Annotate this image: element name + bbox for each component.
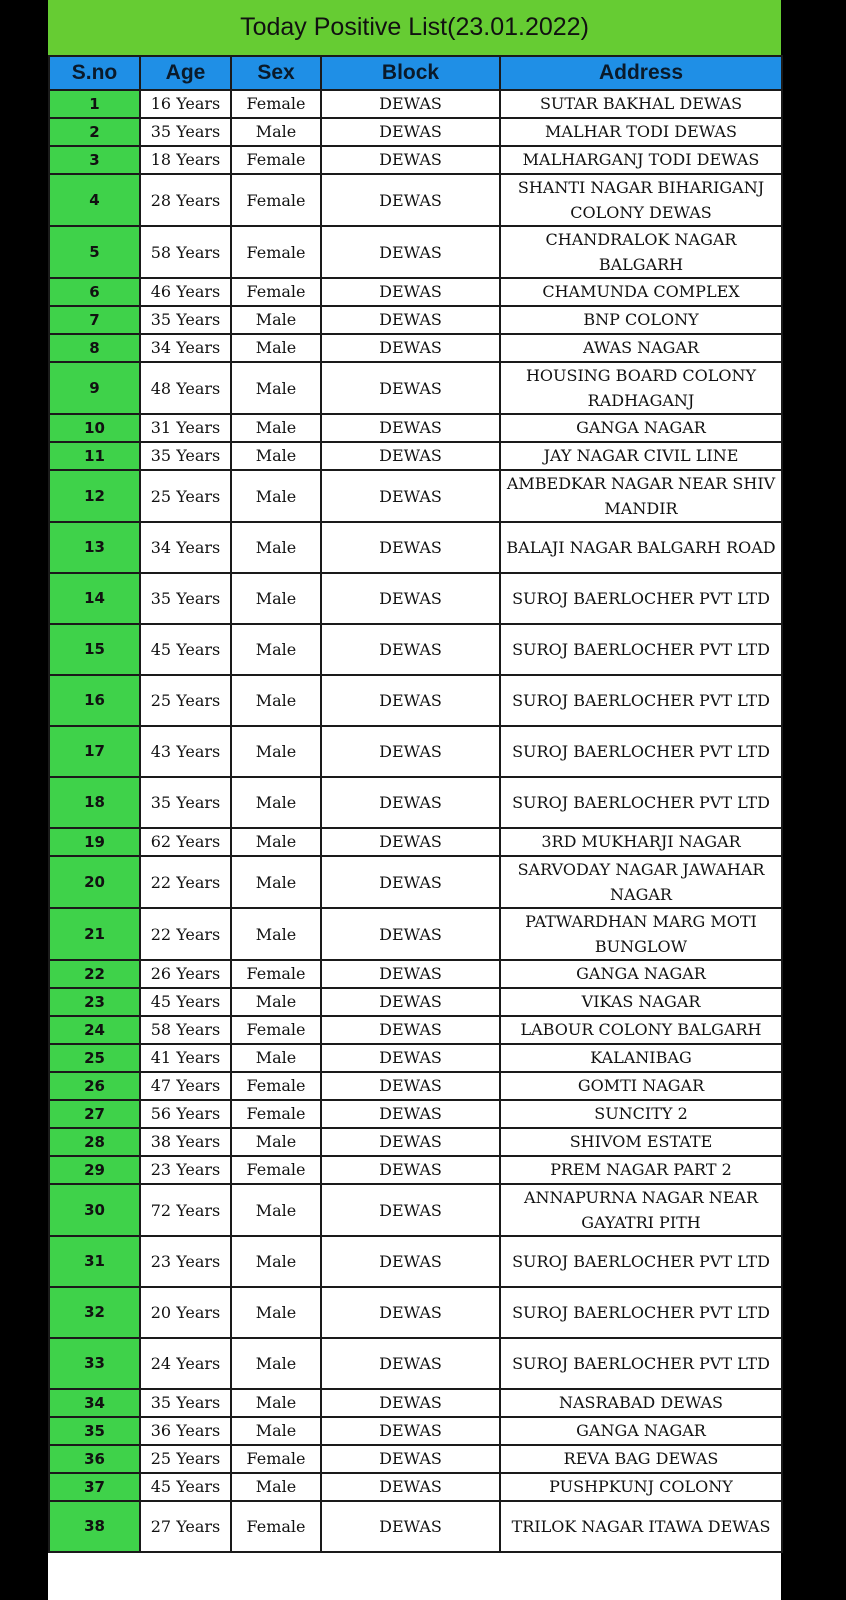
cell-address: SHIVOM ESTATE: [500, 1128, 782, 1156]
cell-sno: 14: [49, 573, 140, 624]
cell-sno: 10: [49, 414, 140, 442]
cell-block: DEWAS: [321, 146, 500, 174]
table-row: [49, 90, 782, 118]
cell-address: CHAMUNDA COMPLEX: [500, 278, 782, 306]
table-row: [49, 1016, 782, 1044]
cell-age: 16 Years: [140, 90, 231, 118]
table-row: [49, 726, 782, 777]
cell-age: 46 Years: [140, 278, 231, 306]
table-row: [49, 1473, 782, 1501]
cell-sno: 22: [49, 960, 140, 988]
table-row: [49, 1044, 782, 1072]
cell-address: SHANTI NAGAR BIHARIGANJ COLONY DEWAS: [500, 174, 782, 226]
cell-block: DEWAS: [321, 828, 500, 856]
cell-age: 48 Years: [140, 362, 231, 414]
cell-block: DEWAS: [321, 624, 500, 675]
cell-sno: 36: [49, 1445, 140, 1473]
cell-address: CHANDRALOK NAGAR BALGARH: [500, 226, 782, 278]
cell-age: 58 Years: [140, 226, 231, 278]
cell-block: DEWAS: [321, 1287, 500, 1338]
cell-sex: Male: [231, 1389, 321, 1417]
cell-sex: Male: [231, 118, 321, 146]
cell-age: 45 Years: [140, 988, 231, 1016]
cell-sno: 17: [49, 726, 140, 777]
cell-age: 35 Years: [140, 573, 231, 624]
cell-age: 72 Years: [140, 1184, 231, 1236]
cell-age: 25 Years: [140, 470, 231, 522]
cell-address: SUROJ BAERLOCHER PVT LTD: [500, 675, 782, 726]
cell-address: SUROJ BAERLOCHER PVT LTD: [500, 1338, 782, 1389]
cell-address: SUNCITY 2: [500, 1100, 782, 1128]
cell-sno: 24: [49, 1016, 140, 1044]
cell-block: DEWAS: [321, 675, 500, 726]
cell-age: 56 Years: [140, 1100, 231, 1128]
cell-sno: 18: [49, 777, 140, 828]
cell-sno: 4: [49, 174, 140, 226]
cell-age: 34 Years: [140, 334, 231, 362]
cell-address: PREM NAGAR PART 2: [500, 1156, 782, 1184]
cell-age: 41 Years: [140, 1044, 231, 1072]
table-row: [49, 675, 782, 726]
cell-sno: 1: [49, 90, 140, 118]
cell-age: 31 Years: [140, 414, 231, 442]
cell-address: GANGA NAGAR: [500, 414, 782, 442]
cell-sex: Male: [231, 1044, 321, 1072]
cell-sex: Male: [231, 1338, 321, 1389]
cell-sno: 29: [49, 1156, 140, 1184]
cell-sno: 21: [49, 908, 140, 960]
cell-sex: Male: [231, 306, 321, 334]
table-row: [49, 828, 782, 856]
table-row: [49, 1389, 782, 1417]
table-row: [49, 1338, 782, 1389]
cell-sex: Male: [231, 470, 321, 522]
cell-sno: 33: [49, 1338, 140, 1389]
cell-block: DEWAS: [321, 174, 500, 226]
cell-sno: 37: [49, 1473, 140, 1501]
cell-sex: Male: [231, 856, 321, 908]
cell-block: DEWAS: [321, 278, 500, 306]
cell-block: DEWAS: [321, 1501, 500, 1552]
table-row: [49, 960, 782, 988]
cell-address: MALHARGANJ TODI DEWAS: [500, 146, 782, 174]
cell-address: NASRABAD DEWAS: [500, 1389, 782, 1417]
cell-sno: 6: [49, 278, 140, 306]
cell-age: 34 Years: [140, 522, 231, 573]
cell-sex: Female: [231, 278, 321, 306]
table-row: [49, 1100, 782, 1128]
table-row: [49, 362, 782, 414]
cell-address: PUSHPKUNJ COLONY: [500, 1473, 782, 1501]
cell-sex: Male: [231, 1236, 321, 1287]
cell-sex: Female: [231, 146, 321, 174]
cell-sex: Male: [231, 442, 321, 470]
table-row: [49, 118, 782, 146]
table-row: [49, 624, 782, 675]
table-row: [49, 334, 782, 362]
table-row: [49, 414, 782, 442]
table-row: [49, 1287, 782, 1338]
cell-block: DEWAS: [321, 1473, 500, 1501]
cell-block: DEWAS: [321, 1236, 500, 1287]
cell-address: SUROJ BAERLOCHER PVT LTD: [500, 624, 782, 675]
cell-sno: 32: [49, 1287, 140, 1338]
cell-sex: Male: [231, 624, 321, 675]
cell-block: DEWAS: [321, 226, 500, 278]
cell-sex: Male: [231, 777, 321, 828]
cell-block: DEWAS: [321, 908, 500, 960]
table-row: [49, 522, 782, 573]
cell-sno: 30: [49, 1184, 140, 1236]
cell-address: GANGA NAGAR: [500, 960, 782, 988]
cell-block: DEWAS: [321, 988, 500, 1016]
cell-sno: 28: [49, 1128, 140, 1156]
cell-sno: 5: [49, 226, 140, 278]
cell-age: 22 Years: [140, 856, 231, 908]
table-row: [49, 306, 782, 334]
positive-list-sheet: [48, 0, 781, 1600]
cell-block: DEWAS: [321, 90, 500, 118]
cell-address: SUTAR BAKHAL DEWAS: [500, 90, 782, 118]
cell-sno: 12: [49, 470, 140, 522]
cell-address: LABOUR COLONY BALGARH: [500, 1016, 782, 1044]
table-row: [49, 988, 782, 1016]
cell-age: 27 Years: [140, 1501, 231, 1552]
cell-sno: 25: [49, 1044, 140, 1072]
cell-sex: Male: [231, 362, 321, 414]
cell-age: 18 Years: [140, 146, 231, 174]
table-row: [49, 573, 782, 624]
cell-block: DEWAS: [321, 1016, 500, 1044]
cell-sex: Male: [231, 334, 321, 362]
cell-sex: Male: [231, 414, 321, 442]
cell-address: MALHAR TODI DEWAS: [500, 118, 782, 146]
cell-address: BNP COLONY: [500, 306, 782, 334]
cell-block: DEWAS: [321, 856, 500, 908]
cell-sex: Male: [231, 988, 321, 1016]
cell-age: 28 Years: [140, 174, 231, 226]
cell-sno: 2: [49, 118, 140, 146]
cell-address: VIKAS NAGAR: [500, 988, 782, 1016]
cell-sno: 9: [49, 362, 140, 414]
cell-sno: 34: [49, 1389, 140, 1417]
cell-address: SUROJ BAERLOCHER PVT LTD: [500, 573, 782, 624]
cell-sex: Male: [231, 675, 321, 726]
cell-age: 45 Years: [140, 624, 231, 675]
cell-address: GANGA NAGAR: [500, 1417, 782, 1445]
cell-sno: 35: [49, 1417, 140, 1445]
table-row: [49, 1417, 782, 1445]
cell-age: 25 Years: [140, 1445, 231, 1473]
cell-address: SUROJ BAERLOCHER PVT LTD: [500, 777, 782, 828]
cell-sno: 26: [49, 1072, 140, 1100]
cell-block: DEWAS: [321, 1338, 500, 1389]
cell-sex: Female: [231, 226, 321, 278]
header-row: [49, 56, 782, 90]
cell-age: 35 Years: [140, 306, 231, 334]
cell-block: DEWAS: [321, 1389, 500, 1417]
cell-age: 35 Years: [140, 442, 231, 470]
cell-address: AMBEDKAR NAGAR NEAR SHIV MANDIR: [500, 470, 782, 522]
table-row: [49, 1445, 782, 1473]
cell-age: 35 Years: [140, 118, 231, 146]
cell-sex: Male: [231, 828, 321, 856]
cell-block: DEWAS: [321, 1072, 500, 1100]
cell-block: DEWAS: [321, 470, 500, 522]
cell-block: DEWAS: [321, 1044, 500, 1072]
cell-address: KALANIBAG: [500, 1044, 782, 1072]
cell-block: DEWAS: [321, 1445, 500, 1473]
cell-block: DEWAS: [321, 306, 500, 334]
cell-sno: 11: [49, 442, 140, 470]
cell-block: DEWAS: [321, 1184, 500, 1236]
table-row: [49, 1156, 782, 1184]
cell-sex: Male: [231, 908, 321, 960]
cell-address: HOUSING BOARD COLONY RADHAGANJ: [500, 362, 782, 414]
cell-age: 24 Years: [140, 1338, 231, 1389]
header-address: Address: [500, 56, 782, 90]
cell-age: 23 Years: [140, 1156, 231, 1184]
cell-block: DEWAS: [321, 1156, 500, 1184]
cell-age: 25 Years: [140, 675, 231, 726]
cell-sno: 31: [49, 1236, 140, 1287]
cell-sex: Female: [231, 1156, 321, 1184]
table-row: [49, 908, 782, 960]
table-row: [49, 470, 782, 522]
cell-sex: Female: [231, 90, 321, 118]
cell-age: 22 Years: [140, 908, 231, 960]
cell-sno: 8: [49, 334, 140, 362]
cell-sex: Male: [231, 522, 321, 573]
table-row: [49, 1184, 782, 1236]
cell-sex: Female: [231, 1445, 321, 1473]
cell-sex: Female: [231, 174, 321, 226]
cell-sex: Female: [231, 1100, 321, 1128]
cell-block: DEWAS: [321, 777, 500, 828]
positive-list-table: [48, 55, 783, 1553]
cell-sno: 13: [49, 522, 140, 573]
cell-age: 47 Years: [140, 1072, 231, 1100]
cell-sno: 20: [49, 856, 140, 908]
table-row: [49, 442, 782, 470]
cell-sno: 38: [49, 1501, 140, 1552]
cell-address: BALAJI NAGAR BALGARH ROAD: [500, 522, 782, 573]
table-row: [49, 777, 782, 828]
table-row: [49, 1501, 782, 1552]
cell-age: 38 Years: [140, 1128, 231, 1156]
cell-block: DEWAS: [321, 960, 500, 988]
cell-address: SUROJ BAERLOCHER PVT LTD: [500, 726, 782, 777]
table-row: [49, 278, 782, 306]
cell-age: 35 Years: [140, 777, 231, 828]
table-row: [49, 174, 782, 226]
cell-sex: Male: [231, 726, 321, 777]
cell-address: AWAS NAGAR: [500, 334, 782, 362]
cell-age: 62 Years: [140, 828, 231, 856]
cell-block: DEWAS: [321, 414, 500, 442]
list-title: Today Positive List(23.01.2022): [48, 0, 781, 55]
cell-block: DEWAS: [321, 573, 500, 624]
cell-sno: 27: [49, 1100, 140, 1128]
cell-sno: 19: [49, 828, 140, 856]
cell-sex: Male: [231, 1128, 321, 1156]
cell-sno: 3: [49, 146, 140, 174]
cell-address: 3RD MUKHARJI NAGAR: [500, 828, 782, 856]
cell-address: JAY NAGAR CIVIL LINE: [500, 442, 782, 470]
cell-sex: Male: [231, 1184, 321, 1236]
cell-age: 58 Years: [140, 1016, 231, 1044]
cell-sex: Female: [231, 960, 321, 988]
cell-address: REVA BAG DEWAS: [500, 1445, 782, 1473]
cell-block: DEWAS: [321, 1128, 500, 1156]
cell-block: DEWAS: [321, 442, 500, 470]
header-sex: Sex: [231, 56, 321, 90]
cell-sex: Male: [231, 1287, 321, 1338]
table-row: [49, 1236, 782, 1287]
cell-block: DEWAS: [321, 118, 500, 146]
header-block: Block: [321, 56, 500, 90]
table-row: [49, 1128, 782, 1156]
cell-sno: 7: [49, 306, 140, 334]
cell-sno: 16: [49, 675, 140, 726]
cell-address: TRILOK NAGAR ITAWA DEWAS: [500, 1501, 782, 1552]
cell-age: 26 Years: [140, 960, 231, 988]
cell-block: DEWAS: [321, 362, 500, 414]
table-row: [49, 226, 782, 278]
cell-age: 43 Years: [140, 726, 231, 777]
table-row: [49, 856, 782, 908]
cell-age: 20 Years: [140, 1287, 231, 1338]
cell-sex: Female: [231, 1501, 321, 1552]
table-row: [49, 1072, 782, 1100]
cell-age: 36 Years: [140, 1417, 231, 1445]
cell-sex: Male: [231, 1473, 321, 1501]
cell-block: DEWAS: [321, 726, 500, 777]
cell-age: 23 Years: [140, 1236, 231, 1287]
cell-address: SUROJ BAERLOCHER PVT LTD: [500, 1236, 782, 1287]
cell-sex: Male: [231, 573, 321, 624]
cell-age: 45 Years: [140, 1473, 231, 1501]
cell-address: SARVODAY NAGAR JAWAHAR NAGAR: [500, 856, 782, 908]
cell-address: PATWARDHAN MARG MOTI BUNGLOW: [500, 908, 782, 960]
cell-block: DEWAS: [321, 334, 500, 362]
header-sno: S.no: [49, 56, 140, 90]
cell-block: DEWAS: [321, 1417, 500, 1445]
cell-sex: Female: [231, 1072, 321, 1100]
cell-sex: Male: [231, 1417, 321, 1445]
cell-block: DEWAS: [321, 1100, 500, 1128]
cell-sex: Female: [231, 1016, 321, 1044]
cell-address: SUROJ BAERLOCHER PVT LTD: [500, 1287, 782, 1338]
cell-sno: 15: [49, 624, 140, 675]
table-row: [49, 146, 782, 174]
cell-address: ANNAPURNA NAGAR NEAR GAYATRI PITH: [500, 1184, 782, 1236]
cell-age: 35 Years: [140, 1389, 231, 1417]
header-age: Age: [140, 56, 231, 90]
cell-address: GOMTI NAGAR: [500, 1072, 782, 1100]
cell-block: DEWAS: [321, 522, 500, 573]
cell-sno: 23: [49, 988, 140, 1016]
